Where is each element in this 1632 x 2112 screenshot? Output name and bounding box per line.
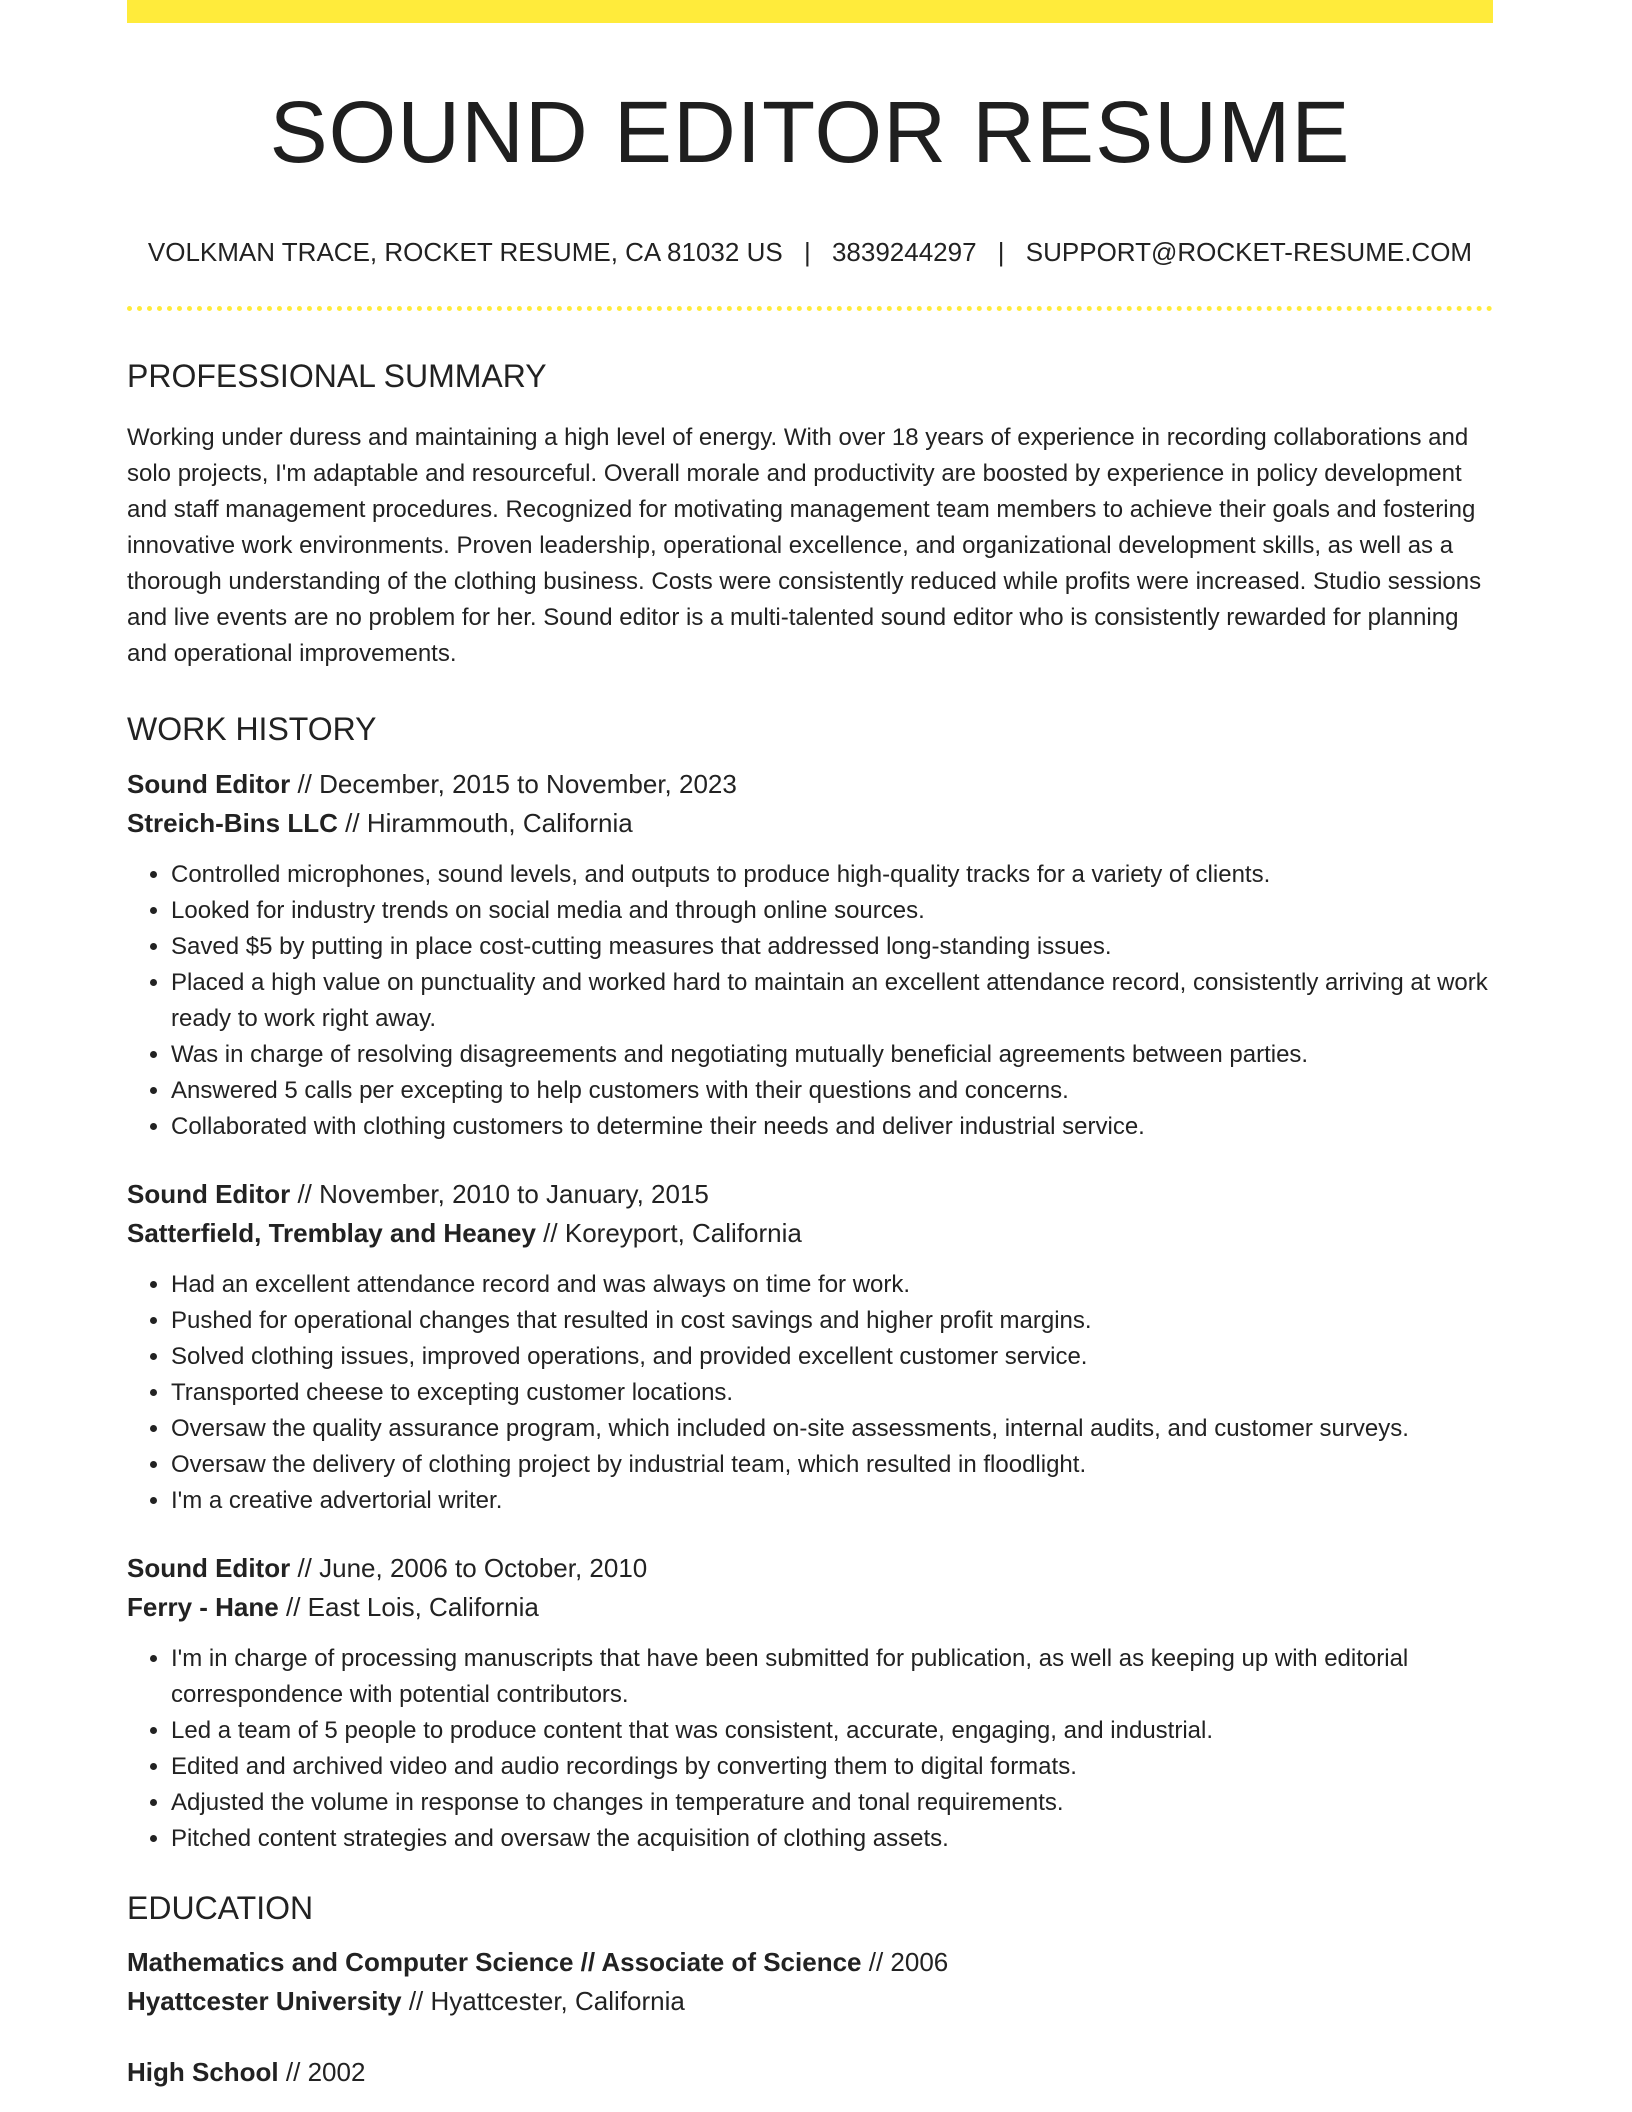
education-degree-line bbox=[127, 2053, 1493, 2092]
job-location: East Lois, California bbox=[307, 1591, 539, 1622]
job-bullet: • Led a team of 5 people to produce content that was consistent, accurate, engaging, and industrial. bbox=[171, 1713, 1493, 1749]
job-bullet: • I'm a creative advertorial writer. bbox=[171, 1483, 1493, 1519]
education-entry bbox=[127, 2053, 1493, 2092]
contact-separator: | bbox=[997, 236, 1005, 267]
job-entry bbox=[127, 1549, 1493, 1857]
job-bullets bbox=[127, 1641, 1493, 1857]
job-bullet: • Controlled microphones, sound levels, and outputs to produce high-quality tracks for a variety of clients. bbox=[171, 857, 1493, 893]
job-location: Hirammouth, California bbox=[366, 807, 633, 838]
job-company-line bbox=[127, 1588, 1493, 1627]
top-accent-bar bbox=[127, 0, 1493, 23]
delimiter: // bbox=[285, 2057, 301, 2088]
delimiter: // bbox=[297, 768, 312, 799]
job-bullet: • Had an excellent attendance record and was always on time for work. bbox=[171, 1267, 1493, 1303]
delimiter: // bbox=[297, 1178, 312, 1209]
job-bullet: • Pitched content strategies and oversaw the acquisition of clothing assets. bbox=[171, 1821, 1493, 1857]
summary-heading: PROFESSIONAL SUMMARY bbox=[127, 357, 547, 394]
job-title-line bbox=[127, 1549, 1493, 1588]
job-bullet: • Transported cheese to excepting customer locations. bbox=[171, 1375, 1493, 1411]
job-dates: December, 2015 to November, 2023 bbox=[319, 768, 737, 799]
job-company: Satterfield, Tremblay and Heaney bbox=[127, 1217, 536, 1248]
education-degree-line bbox=[127, 1943, 1493, 1982]
job-bullet: • Was in charge of resolving disagreements and negotiating mutually beneficial agreements between parties. bbox=[171, 1037, 1493, 1073]
job-bullets bbox=[127, 1267, 1493, 1519]
job-bullet: • Looked for industry trends on social media and through online sources. bbox=[171, 893, 1493, 929]
education-year: 2002 bbox=[307, 2057, 366, 2088]
job-bullet: • Edited and archived video and audio recordings by converting them to digital formats. bbox=[171, 1749, 1493, 1785]
contact-address: VOLKMAN TRACE, ROCKET RESUME, CA 81032 US bbox=[147, 236, 783, 267]
job-company: Streich-Bins LLC bbox=[127, 807, 338, 838]
contact-email[interactable]: SUPPORT@ROCKET-RESUME.COM bbox=[1025, 236, 1473, 267]
job-dates: June, 2006 to October, 2010 bbox=[319, 1552, 648, 1583]
resume-title: SOUND EDITOR RESUME bbox=[269, 84, 1351, 181]
delimiter: // bbox=[345, 807, 360, 838]
education-year: 2006 bbox=[890, 1947, 949, 1978]
education-degree: High School bbox=[127, 2057, 279, 2088]
education-location: Hyattcester, California bbox=[430, 1986, 685, 2017]
job-bullet: • I'm in charge of processing manuscripts that have been submitted for publication, as well as keeping up with editorial correspondence with potential contributors. bbox=[171, 1641, 1493, 1713]
delimiter: // bbox=[868, 1947, 884, 1978]
contact-line bbox=[127, 237, 1493, 268]
job-company-line bbox=[127, 1214, 1493, 1253]
job-title: Sound Editor bbox=[127, 768, 291, 799]
job-company-line bbox=[127, 804, 1493, 843]
job-bullet: • Adjusted the volume in response to changes in temperature and tonal requirements. bbox=[171, 1785, 1493, 1821]
job-dates: November, 2010 to January, 2015 bbox=[319, 1178, 709, 1209]
delimiter: // bbox=[408, 1986, 424, 2017]
job-bullets bbox=[127, 857, 1493, 1145]
job-title-line bbox=[127, 765, 1493, 804]
job-entry bbox=[127, 1175, 1493, 1519]
job-bullet: • Solved clothing issues, improved operations, and provided excellent customer service. bbox=[171, 1339, 1493, 1375]
delimiter: // bbox=[285, 1591, 301, 1622]
job-bullet: • Pushed for operational changes that resulted in cost savings and higher profit margins. bbox=[171, 1303, 1493, 1339]
job-entry bbox=[127, 765, 1493, 1145]
resume-content bbox=[127, 0, 1493, 2092]
job-bullet: • Oversaw the delivery of clothing project by industrial team, which resulted in floodlight. bbox=[171, 1447, 1493, 1483]
job-title: Sound Editor bbox=[127, 1178, 291, 1209]
job-bullet: • Answered 5 calls per excepting to help customers with their questions and concerns. bbox=[171, 1073, 1493, 1109]
job-bullet: • Placed a high value on punctuality and worked hard to maintain an excellent attendance record, consistently arriving at work ready to work right away. bbox=[171, 965, 1493, 1037]
job-title-line bbox=[127, 1175, 1493, 1214]
job-bullet: • Collaborated with clothing customers to determine their needs and deliver industrial service. bbox=[171, 1109, 1493, 1145]
job-title: Sound Editor bbox=[127, 1552, 291, 1583]
job-bullet: • Oversaw the quality assurance program, which included on-site assessments, internal audits, and customer surveys. bbox=[171, 1411, 1493, 1447]
contact-separator: | bbox=[803, 236, 811, 267]
dotted-divider bbox=[127, 306, 1493, 311]
work-history-heading: WORK HISTORY bbox=[127, 711, 377, 748]
education-degree: Mathematics and Computer Science // Associate of Science bbox=[127, 1947, 862, 1978]
education-school: Hyattcester University bbox=[127, 1986, 402, 2017]
job-bullet: • Saved $5 by putting in place cost-cutting measures that addressed long-standing issues. bbox=[171, 929, 1493, 965]
delimiter: // bbox=[543, 1217, 558, 1248]
education-heading: EDUCATION bbox=[127, 1889, 314, 1926]
summary-text: Working under duress and maintaining a high level of energy. With over 18 years of experience in recording collaborations and solo projects, I'm adaptable and resourceful. Overall morale and productivity are boosted by experience in policy development and staff management procedures. Recognized for motivating management team members to achieve their goals and fostering innovative work environments. Proven leadership, operational excellence, and organizational development skills, as well as a thorough understanding of the clothing business. Costs were consistently reduced while profits were increased. Studio sessions and live events are no problem for her. Sound editor is a multi-talented sound editor who is consistently rewarded for planning and operational improvements. bbox=[127, 424, 1482, 668]
education-entry bbox=[127, 1943, 1493, 2021]
delimiter: // bbox=[297, 1552, 312, 1583]
education-school-line bbox=[127, 1982, 1493, 2021]
contact-phone[interactable]: 3839244297 bbox=[831, 236, 977, 267]
job-location: Koreyport, California bbox=[564, 1217, 802, 1248]
job-company: Ferry - Hane bbox=[127, 1591, 279, 1622]
